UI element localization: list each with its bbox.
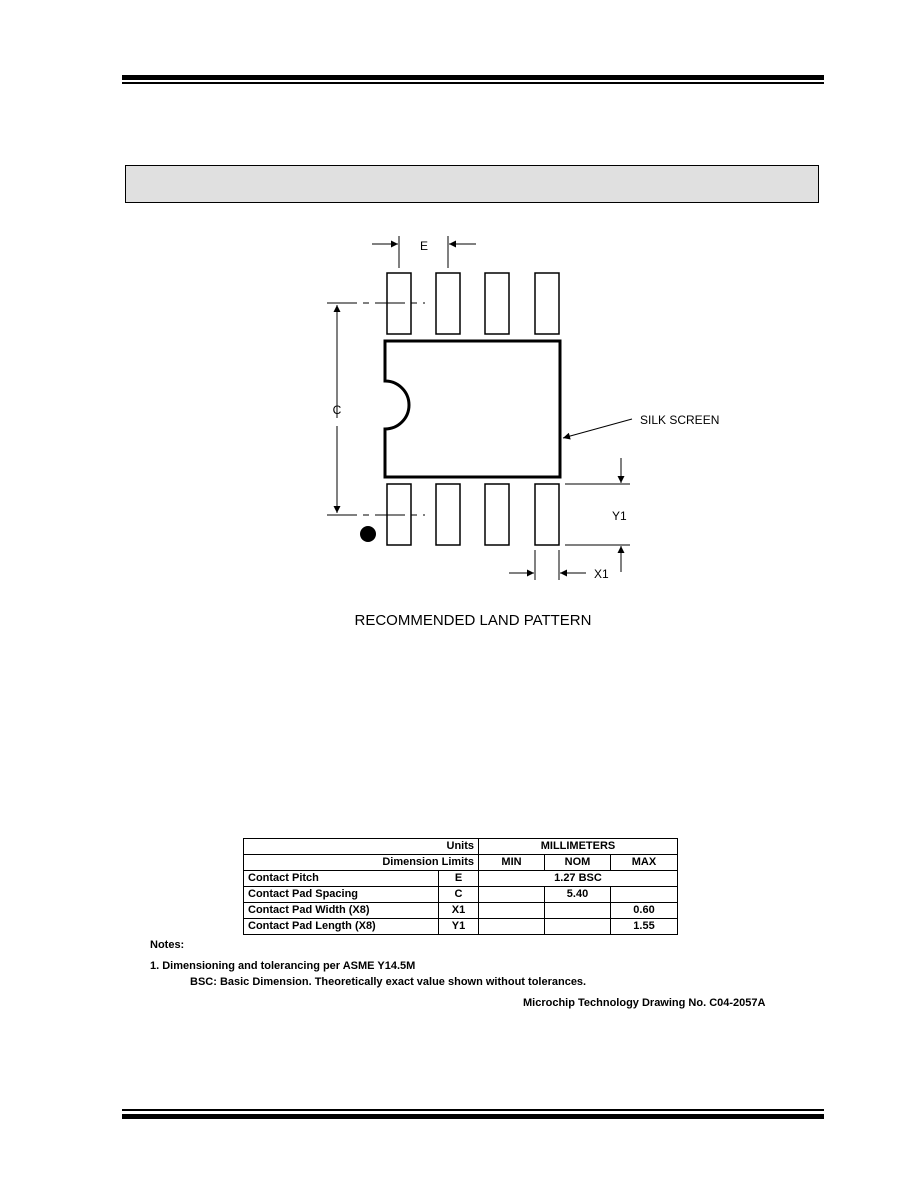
max-header: MAX bbox=[611, 855, 678, 871]
nom-header: NOM bbox=[545, 855, 611, 871]
row-nom bbox=[545, 919, 611, 935]
label-c: C bbox=[332, 403, 342, 417]
row-symbol: Y1 bbox=[439, 919, 479, 935]
row-nom: 1.27 BSC bbox=[479, 871, 678, 887]
row-nom bbox=[545, 903, 611, 919]
row-max: 0.60 bbox=[611, 903, 678, 919]
row-symbol: X1 bbox=[439, 903, 479, 919]
bottom-rule-thick bbox=[122, 1114, 824, 1119]
row-label: Contact Pitch bbox=[244, 871, 439, 887]
units-label: Units bbox=[244, 839, 479, 855]
min-header: MIN bbox=[479, 855, 545, 871]
row-label: Contact Pad Width (X8) bbox=[244, 903, 439, 919]
bottom-pad-2 bbox=[436, 484, 460, 545]
table-row bbox=[244, 887, 678, 903]
table-row bbox=[244, 919, 678, 935]
label-silk-screen: SILK SCREEN bbox=[640, 413, 720, 427]
label-y1: Y1 bbox=[612, 509, 627, 523]
drawing-number: Microchip Technology Drawing No. C04-2057A bbox=[523, 997, 766, 1009]
row-max bbox=[611, 887, 678, 903]
bottom-pad-4 bbox=[535, 484, 559, 545]
silk-screen-outline bbox=[385, 341, 560, 477]
limits-label: Dimension Limits bbox=[244, 855, 479, 871]
note-1: 1. Dimensioning and tolerancing per ASME Y14.5M bbox=[150, 960, 416, 972]
units-value: MILLIMETERS bbox=[479, 839, 678, 855]
row-label: Contact Pad Spacing bbox=[244, 887, 439, 903]
row-label: Contact Pad Length (X8) bbox=[244, 919, 439, 935]
top-pad-3 bbox=[485, 273, 509, 334]
notes-heading: Notes: bbox=[150, 939, 185, 951]
bottom-pad-3 bbox=[485, 484, 509, 545]
row-symbol: E bbox=[439, 871, 479, 887]
table-row bbox=[244, 871, 678, 887]
table-row bbox=[244, 839, 678, 855]
table-row bbox=[244, 855, 678, 871]
label-x1: X1 bbox=[594, 567, 609, 581]
bottom-rule-thin bbox=[122, 1109, 824, 1111]
row-min bbox=[479, 887, 545, 903]
top-pad-2 bbox=[436, 273, 460, 334]
pin1-dot bbox=[360, 526, 376, 542]
label-e: E bbox=[419, 239, 429, 253]
row-min bbox=[479, 919, 545, 935]
drawing-caption: RECOMMENDED LAND PATTERN bbox=[354, 612, 592, 629]
row-max: 1.55 bbox=[611, 919, 678, 935]
row-symbol: C bbox=[439, 887, 479, 903]
note-bsc: BSC: Basic Dimension. Theoretically exact value shown without tolerances. bbox=[190, 976, 587, 988]
dimension-table bbox=[243, 838, 678, 935]
table-row bbox=[244, 903, 678, 919]
top-pad-4 bbox=[535, 273, 559, 334]
row-min bbox=[479, 903, 545, 919]
row-nom: 5.40 bbox=[545, 887, 611, 903]
